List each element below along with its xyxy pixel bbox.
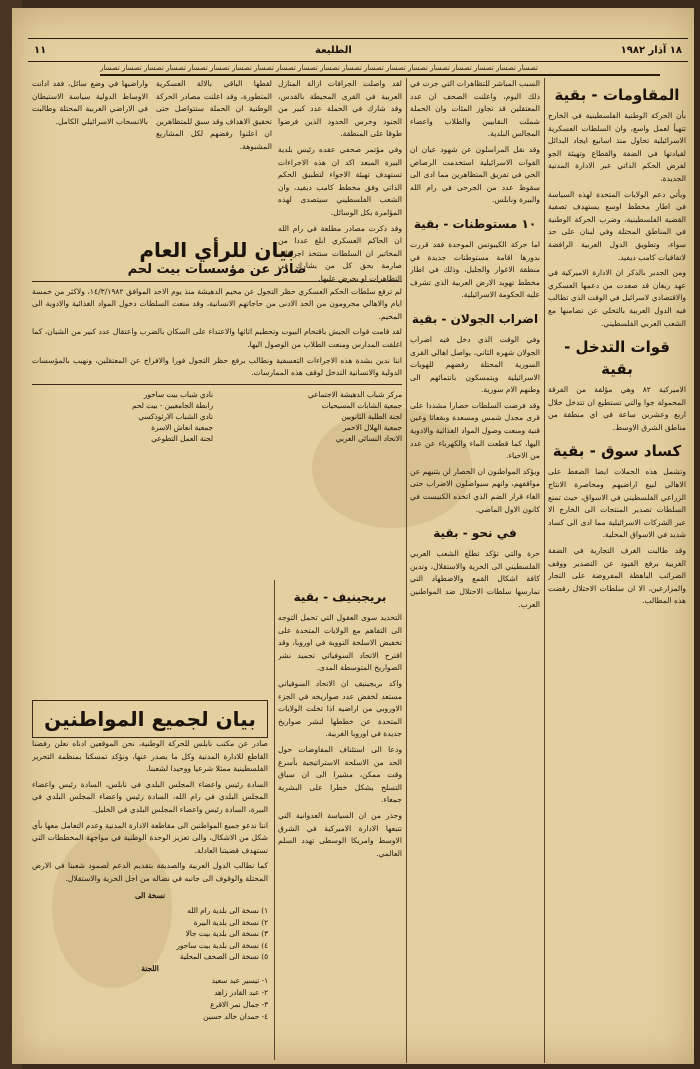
heading-resistance: المقاومات - بقية bbox=[554, 86, 680, 104]
article-text: ويأتي دعم الولايات المتحدة لهذه السياسة في اطار مخطط اوسع يستهدف تصفية القضية الفلسطينية، وضرب الحركة الوطنية في المناطق المحتلة وفي لبنان على حد سواء، وتطويق الدول العربية الرافضة لاتفاقيات كامب ديفيد. bbox=[548, 189, 686, 262]
article-text: واكد بريجينيف ان الاتحاد السوفياتي مستعد لخفض عدد صواريخه في الجزء الاوروبي من اراضيه اذا تخلت الولايات المتحدة عن خططها لنشر صواريخ جديدة في اوروبا الغربية. bbox=[278, 678, 402, 739]
statement-text: لقد قامت قوات الجيش باقتحام البيوت وتحطيم اثاثها والاعتداء على السكان بالضرب واعتقال عدد كبير من الشبان، كما اغلقت المدارس ومنعت الطلاب من الوصول اليها. bbox=[32, 327, 402, 349]
statement-text: السادة رئيس واعضاء المجلس البلدي في نابلس، السادة رئيس واعضاء المجلس البلدي في رام الله، السادة رئيس واعضاء المجلس البلدي في البيرة، السادة رئيس واعضاء المجلس البلدي في الخليل. bbox=[32, 779, 268, 814]
signer: مركز شباب الدهيشة الاجتماعي bbox=[307, 389, 402, 399]
heading-brezhnev: بريجينيف - بقية bbox=[293, 590, 387, 604]
column-rule bbox=[544, 78, 545, 1063]
signer: رابطة الجامعيين - بيت لحم bbox=[132, 400, 213, 410]
statement-text: لم ترفع سلطات الحكم العسكري حظر التجول عن مخيم الدهيشة منذ يوم الاحد الموافق ١٤/٣/١٩٨٢، ولاكثر من خمسة ايام والاهالي محرومون من الحد الادنى من حاجاتهم الانسانية، وقد منعت السلطات دخول المواد الغذائية والادوية الى المخيم. bbox=[32, 286, 402, 321]
article-text: وقد ذكرت مصادر مطلعة في رام الله ان الحاكم العسكري ابلغ عددا من المخاتير ان السلطات ستتخذ اجراءات صارمة بحق كل من يشارك في التظاهرات او يحرض عليها. bbox=[278, 223, 402, 283]
statement-title: بيان للرأي العام bbox=[139, 238, 295, 262]
statement-all-citizens bbox=[32, 700, 268, 1060]
statement-text: صادر عن مكتب نابلس للحركة الوطنية، نحن الموقعين ادناه نعلن رفضنا القاطع للادارة المدنية وكل ما يصدر عنها، ونؤكد تمسكنا بمنظمة التحرير الفلسطينية ممثلا شرعيا ووحيدا لشعبنا. bbox=[32, 739, 268, 774]
column-2 bbox=[410, 78, 540, 1063]
signer: لجنة العمل التطوعي bbox=[151, 433, 213, 443]
statement-title: بيان لجميع المواطنين bbox=[44, 707, 256, 731]
copies-title: نسخة الى bbox=[134, 890, 166, 900]
article-text: ومن الجدير بالذكر ان الادارة الاميركية في عهد ريغان قد صعدت من دعمها العسكري والاقتصادي لاسرائيل في الوقت الذي تطالب فيه الدول العربية بالتخلي عن تضامنها مع الشعب العربي الفلسطيني. bbox=[548, 268, 686, 328]
article-text: واراضيها في وضع سائل، فقد ادانت الاوساط الدولية سياسة الاستيطان في الاراضي العربية المحتلة وطالبت بالانسحاب الاسرائيلي الكامل. bbox=[32, 79, 148, 126]
article-text: التحديد سوى العقول التي تحمل التوجه الى التفاهم مع الولايات المتحدة على تخفيض الاسلحة النووية في اوروبا، وقد اقترح الاتحاد السوفياتي تجميد نشر الصواريخ المتوسطة المدى. bbox=[278, 613, 402, 673]
article-text: اما حركة الكيبوتس الموحدة فقد قررت بدورها اقامة مستوطنات جديدة في منطقة الاغوار والجليل، وذلك في اطار مخطط تهويد الارض العربية الذي تشرف عليه الحكومة الاسرائيلية. bbox=[410, 239, 540, 300]
ornament-rule: تصسار تصسار تصسار تصسار تصسار تصسار تصسار تصسار تصسار تصسار تصسار تصسار تصسار تصسار تصسار تصسار تصسار تصسار تصسار تصسار bbox=[100, 64, 660, 76]
article-text: وفي مؤتمر صحفي عقده رئيس بلدية البيرة المبعد اكد ان هذه الاجراءات تستهدف تهيئة الاجواء لتطبيق الحكم الذاتي وفق مخطط كامب ديفيد، وان الشعب الفلسطيني سيتصدى لهذه المؤامرة بكل الوسائل. bbox=[278, 144, 402, 217]
member: ٢- عبد القادر زاهد bbox=[214, 987, 268, 997]
statement-box bbox=[32, 700, 268, 738]
copy-item: ٣) نسخة الى بلدية بيت جالا bbox=[185, 929, 268, 939]
paper-name: الطليعة bbox=[315, 44, 352, 56]
signer: جمعية انعاش الاسرة bbox=[151, 422, 213, 432]
article-text: بأن الحركة الوطنية الفلسطينية في الخارج تتهيأ لعمل واسع، وان السلطات العسكرية الاسرائيلية تحاول منذ اسابيع ايجاد البدائل لقيادتها في الضفة والقطاع وتهيئة الجو لفرض الحكم الذاتي عبر الادارة المدنية الجديدة. bbox=[548, 111, 686, 183]
copy-item: ٢) نسخة الى بلدية البيرة bbox=[193, 917, 268, 927]
heading-remainder: في نحو - بقية bbox=[433, 526, 517, 541]
heading-settlements: ١٠ مستوطنات - بقية bbox=[413, 216, 537, 231]
article-text: لقد واصلت الجرافات ازالة المنازل العربية في القرى المحيطة بالقدس، وقد شارك في الحملة عدد كبير من الجنود وحرس الحدود الذين فرضوا طوقا على المنطقة. bbox=[278, 79, 402, 139]
article-text: حرة والتي تؤكد تطلع الشعب العربي الفلسطيني الى الحرية والاستقلال، وتدين كافة اشكال القمع والاضطهاد التي تمارسها سلطات الاحتلال ضد المواطنين العرب. bbox=[410, 549, 540, 609]
article-text: وقد طالبت الغرف التجارية في الضفة الغربية برفع القيود عن التصدير ووقف الضرائب الباهظة المفروضة على التجار والمزارعين، الا ان سلطات الاحتلال رفضت هذه المطالب. bbox=[548, 546, 686, 606]
heading-market-stagnation: كساد سوق - بقية bbox=[552, 442, 682, 461]
article-text: وقد فرضت السلطات حصارا مشددا على قرى مجدل شمس ومسعدة وبقعاثا وعين قنية ومنعت وصول المواد الغذائية والادوية اليها، كما قطعت الماء والكهرباء عن عدد من الاحياء. bbox=[410, 400, 540, 461]
copy-item: ١) نسخة الى بلدية رام الله bbox=[187, 906, 268, 916]
committee-title: اللجنة bbox=[141, 963, 159, 973]
signer: جمعية الهلال الاحمر bbox=[342, 422, 402, 432]
divider bbox=[32, 281, 402, 282]
heading-golan-strike: اضراب الجولان - بقية bbox=[411, 311, 539, 326]
copy-item: ٥) نسخة الى الصحف المحلية bbox=[179, 952, 268, 962]
member: ٤- حمدان خالد حسين bbox=[203, 1011, 268, 1021]
column-rule bbox=[406, 78, 407, 1063]
article-text: وفي الوقت الذي دخل فيه اضراب الجولان شهره الثاني، يواصل اهالي القرى السورية المحتلة رفضهم للهويات الاسرائيلية ويتمسكون بانتمائهم الى وطنهم الام سورية. bbox=[410, 334, 540, 395]
statement-subtitle: صادر عن مؤسسات بيت لحم bbox=[127, 262, 307, 277]
article-text: الاميركية ٨٢ وهي مؤلفة من الفرقة المحمولة جوا والتي تستطيع ان تتدخل خلال اربع وعشرين ساعة في اي منطقة من مناطق الشرق الاوسط. bbox=[548, 385, 686, 432]
member: ٣- جمال نمر الاقرع bbox=[210, 999, 268, 1009]
statement-text: اننا ندين بشدة هذه الاجراءات التعسفية ونطالب برفع حظر التجول فورا والافراج عن المعتقلين، ونهيب بالمؤسسات الدولية والانسانية التدخل لوقف هذه الممارسات. bbox=[32, 355, 402, 378]
signer: لجنة الطلبة الثانويين bbox=[341, 411, 402, 421]
divider bbox=[32, 384, 402, 385]
article-text: وقد نقل المراسلون عن شهود عيان ان القوات الاسرائيلية استخدمت الرصاص الحي في تفريق المتظاهرين مما ادى الى سقوط عدد من الجرحى في رام الله والبيرة ونابلس. bbox=[410, 144, 540, 205]
signers-list bbox=[32, 389, 402, 444]
article-text: السبب المباشر للتظاهرات التي جرت في ذلك اليوم، واعلنت الصحف ان عدد المعتقلين قد تجاوز المئات وان الحملة شملت النقابيين والطلاب واعضاء المجالس البلدية. bbox=[410, 79, 540, 139]
copies-list bbox=[32, 890, 268, 963]
signer: نادي الشباب الارثوذكسي bbox=[138, 411, 213, 421]
article-text: ودعا الى استئناف المفاوضات حول الحد من الاسلحة الاستراتيجية بأسرع وقت ممكن، مشيرا الى ان سباق التسلح يشكل خطرا على البشرية جمعاء. bbox=[278, 744, 402, 805]
column-4-top bbox=[32, 78, 272, 228]
member: ١- تيسير عبد سعيد bbox=[211, 975, 268, 985]
signer: جمعية الشابات المسيحيات bbox=[321, 400, 402, 410]
article-text: ويؤكد المواطنون ان الحصار لن يثنيهم عن مواقفهم، وانهم سيواصلون الاضراب حتى الغاء قرار الضم الذي اتخذه الكنيست في كانون الاول الماضي. bbox=[410, 466, 540, 514]
statement-text: اننا ندعو جميع المواطنين الى مقاطعة الادارة المدنية وعدم التعامل معها بأي شكل من الاشكال، والى تعزيز الوحدة الوطنية في مواجهة المخططات التي تستهدف قضيتنا العادلة. bbox=[32, 820, 268, 855]
page-masthead bbox=[28, 38, 688, 62]
copy-item: ٤) نسخة الى بلدية بيت ساحور bbox=[176, 940, 268, 950]
issue-date: ١٨ آذار ١٩٨٢ bbox=[620, 44, 682, 56]
heading-intervention-forces: قوات التدخل - بقية bbox=[564, 338, 670, 379]
article-text: وتشمل هذه الحملات ايضا الضغط على الاهالي لبيع اراضيهم ومحاصرة الانتاج الزراعي الفلسطيني في الاسواق، حيث تمنع السلطات تصدير المنتجات الى الخارج الا عبر الشركات الاسرائيلية مما ادى الى كساد شديد في الاسواق المحلية. bbox=[548, 467, 686, 540]
committee-members bbox=[32, 963, 268, 1023]
column-1 bbox=[548, 78, 686, 1063]
page-number: ١١ bbox=[34, 44, 47, 56]
column-rule bbox=[274, 580, 275, 1060]
article-text: وحذر من ان السياسة العدوانية التي تتبعها الادارة الاميركية في الشرق الاوسط وامريكا الوسطى تهدد السلم العالمي. bbox=[278, 810, 402, 858]
column-3-lower bbox=[278, 580, 402, 1060]
article-text: لقطها الباقي بالالة العسكرية المتطورة، وقد اعلنت مصادر الحركة الوطنية ان الحملة ستتواصل حتى تحقيق الاهداف وقد سبق للمتظاهرين ان اعلنوا رفضهم لكل المشاريع المشبوهة. bbox=[156, 79, 272, 151]
signer: الاتحاد النسائي العربي bbox=[335, 433, 402, 443]
signer: نادي شباب بيت ساحور bbox=[143, 389, 213, 399]
statement-text: كما نطالب الدول العربية والصديقة بتقديم الدعم لصمود شعبنا في الارض المحتلة والوقوف الى جانبه في نضاله من اجل الحرية والاستقلال. bbox=[32, 861, 268, 883]
